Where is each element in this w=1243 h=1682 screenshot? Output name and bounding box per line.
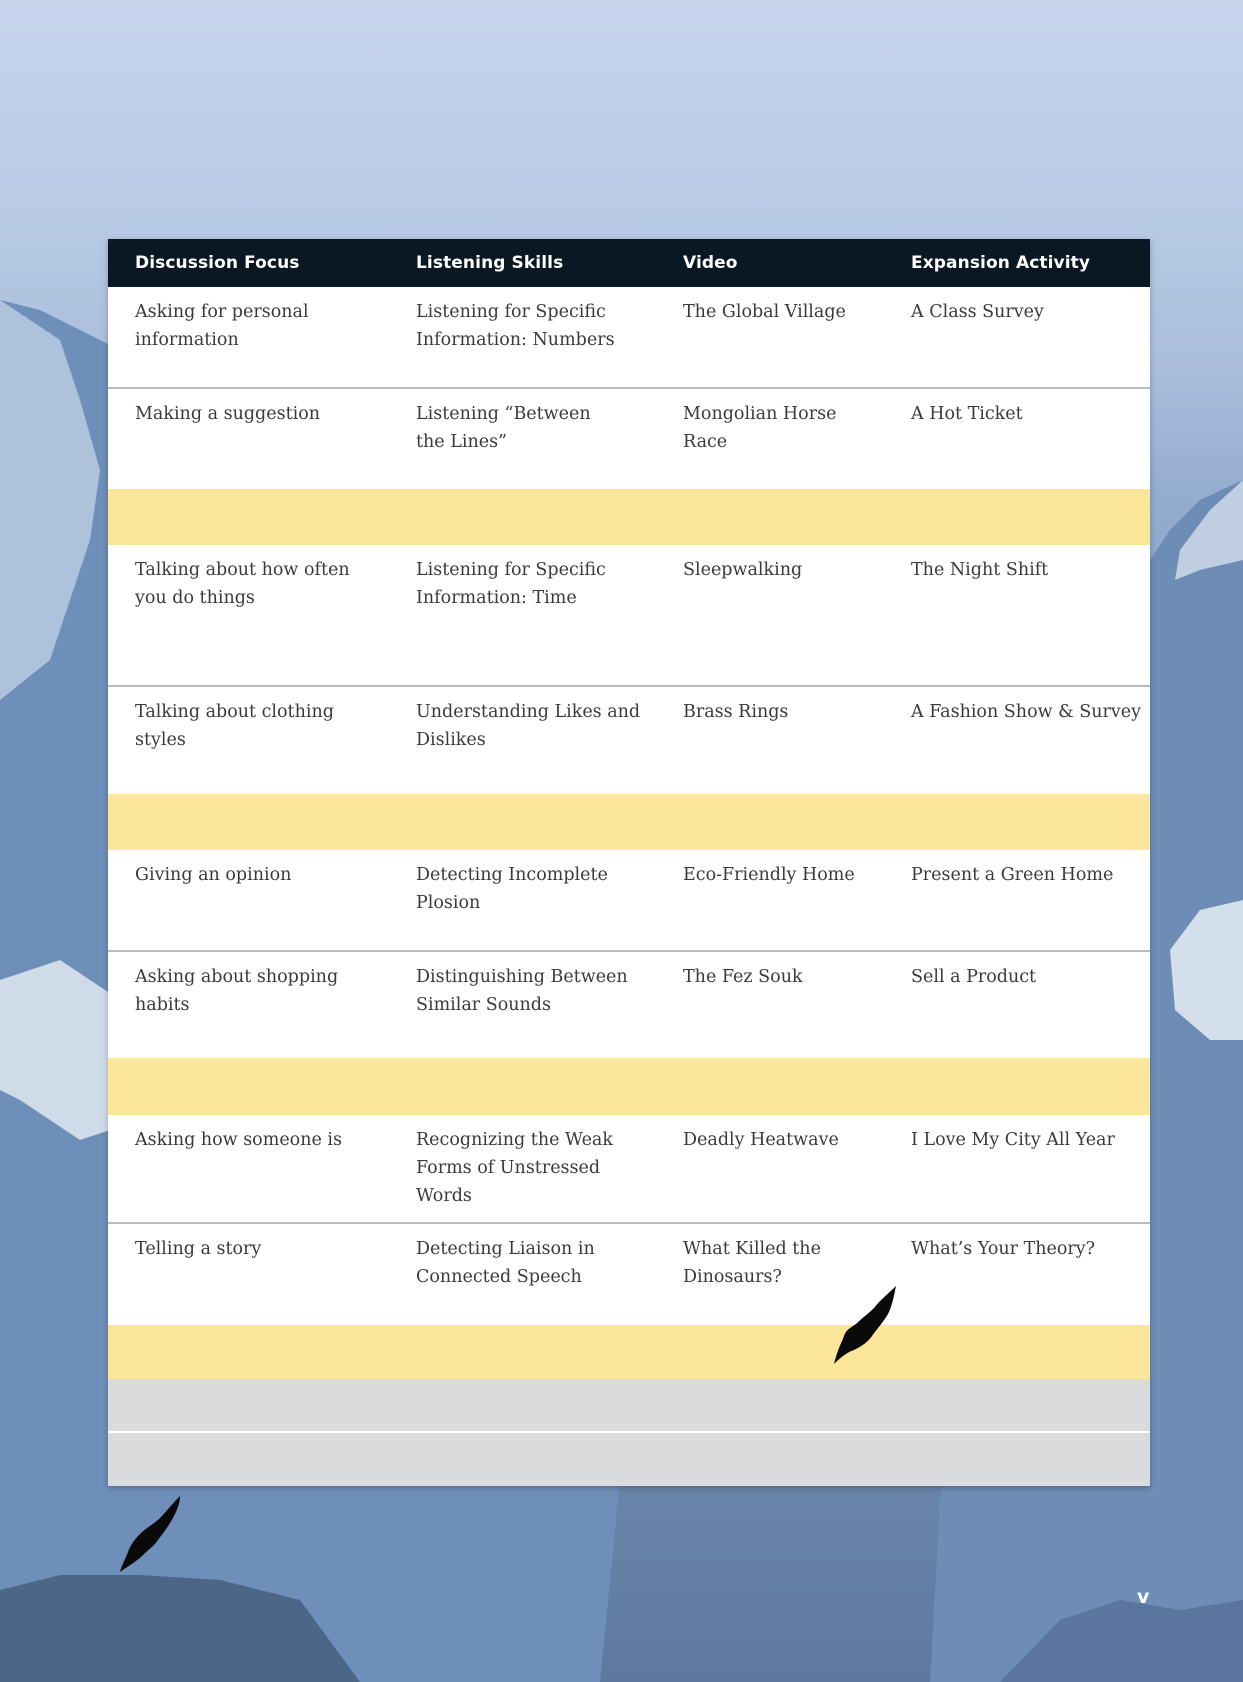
cell-discussion-focus: Giving an opinion [135, 865, 292, 885]
cell-discussion-focus: Making a suggestion [135, 404, 321, 424]
cell-expansion-activity: What’s Your Theory? [911, 1239, 1096, 1259]
curriculum-table [108, 239, 1150, 1486]
empty-gray-row [108, 1379, 1150, 1433]
unit-separator-band [108, 794, 1150, 850]
page-number: v [1137, 1586, 1150, 1608]
table-row [108, 287, 1150, 389]
cell-video: Deadly Heatwave [683, 1130, 839, 1150]
cell-listening-skills: Listening “Between the Lines” [416, 404, 591, 452]
cell-discussion-focus: Talking about how often you do things [135, 560, 350, 608]
table-row [108, 389, 1150, 489]
cell-video: What Killed the Dinosaurs? [683, 1239, 821, 1287]
cell-listening-skills: Listening for Specific Information: Time [416, 560, 606, 608]
cell-listening-skills: Detecting Liaison in Connected Speech [416, 1239, 595, 1287]
cell-expansion-activity: I Love My City All Year [911, 1130, 1115, 1150]
cell-listening-skills: Listening for Specific Information: Numbers [416, 302, 615, 350]
cell-listening-skills: Recognizing the Weak Forms of Unstressed Words [416, 1130, 613, 1206]
cell-expansion-activity: A Class Survey [911, 302, 1044, 322]
cell-discussion-focus: Asking how someone is [135, 1130, 342, 1150]
bird-icon [832, 1284, 902, 1370]
cell-video: Eco-Friendly Home [683, 865, 855, 885]
cell-video: Brass Rings [683, 702, 789, 722]
cell-video: The Fez Souk [683, 967, 803, 987]
unit-separator-band [108, 489, 1150, 545]
header-expansion-activity: Expansion Activity [911, 253, 1091, 273]
table-header [108, 239, 1150, 287]
cell-video: The Global Village [683, 302, 846, 322]
cell-discussion-focus: Telling a story [135, 1239, 262, 1259]
cell-expansion-activity: A Fashion Show & Survey [911, 702, 1142, 722]
header-discussion-focus: Discussion Focus [135, 253, 300, 273]
table-row [108, 850, 1150, 952]
cell-expansion-activity: Present a Green Home [911, 865, 1114, 885]
header-listening-skills: Listening Skills [416, 253, 564, 273]
cell-expansion-activity: Sell a Product [911, 967, 1037, 987]
cell-listening-skills: Understanding Likes and Dislikes [416, 702, 641, 750]
table-row [108, 1115, 1150, 1224]
unit-separator-band [108, 1058, 1150, 1115]
header-video: Video [683, 253, 738, 273]
unit-separator-band [108, 1325, 1150, 1379]
cell-listening-skills: Distinguishing Between Similar Sounds [416, 967, 628, 1015]
table-row [108, 1224, 1150, 1325]
table-row [108, 545, 1150, 687]
cell-discussion-focus: Asking about shopping habits [135, 967, 339, 1015]
empty-gray-row [108, 1433, 1150, 1486]
cell-expansion-activity: A Hot Ticket [911, 404, 1023, 424]
cell-video: Sleepwalking [683, 560, 803, 580]
cell-expansion-activity: The Night Shift [911, 560, 1049, 580]
table-row [108, 952, 1150, 1058]
bird-icon [118, 1494, 184, 1574]
cell-discussion-focus: Talking about clothing styles [135, 702, 334, 750]
cell-video: Mongolian Horse Race [683, 404, 837, 452]
cell-listening-skills: Detecting Incomplete Plosion [416, 865, 608, 913]
cell-discussion-focus: Asking for personal information [135, 302, 309, 350]
table-row [108, 687, 1150, 794]
